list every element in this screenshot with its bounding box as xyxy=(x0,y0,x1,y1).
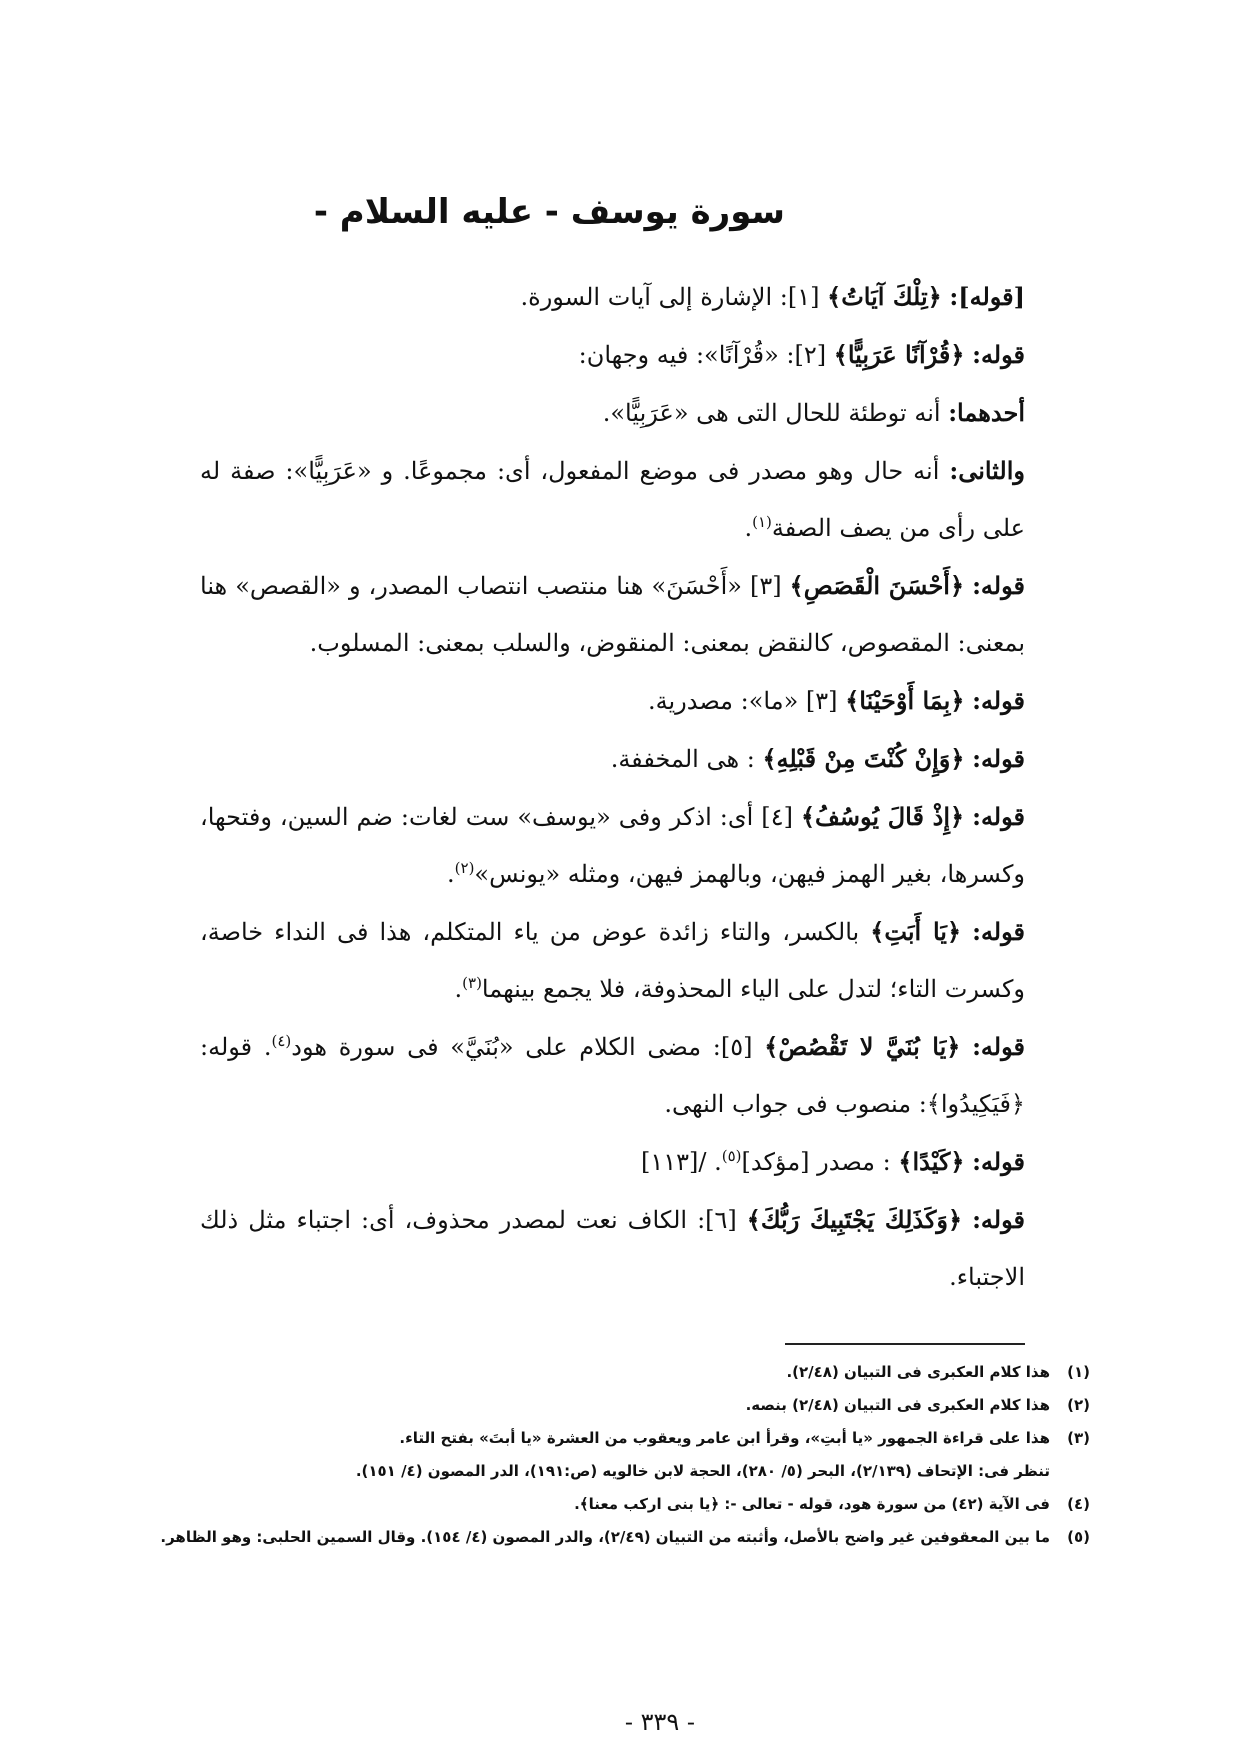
footnote-text: فى الآية (٤٢) من سورة هود، قوله - تعالى -: ﴿يا بنى اركب معنا﴾. xyxy=(574,1495,1050,1513)
paragraph-label: قوله: xyxy=(972,1147,1025,1176)
paragraph-text-end: . xyxy=(447,860,455,888)
paragraph xyxy=(200,1018,1025,1133)
footnote-divider xyxy=(785,1343,1025,1345)
paragraph xyxy=(200,788,1025,903)
quran-verse: ﴿أَحْسَنَ الْقَصَصِ﴾ xyxy=(789,571,965,600)
footnote-ref: (٥) xyxy=(721,1147,742,1165)
footnote-ref: (١) xyxy=(752,513,772,531)
footnote-text: هذا كلام العكبرى فى التبيان (٢/٤٨) بنصه. xyxy=(745,1396,1050,1414)
paragraph xyxy=(200,672,1025,730)
footnote-number: (٣) xyxy=(1067,1429,1090,1447)
paragraph-label: والثانى: xyxy=(949,456,1025,485)
paragraph xyxy=(200,384,1025,442)
paragraph xyxy=(200,557,1025,672)
paragraph xyxy=(200,1191,1025,1306)
footnote-number xyxy=(1050,1455,1090,1488)
paragraph-text: [٥]: مضى الكلام على «بُنَيَّ» فى سورة هود xyxy=(291,1033,753,1061)
page-number: - ٣٣٩ - xyxy=(624,1708,695,1736)
paragraph-label: قوله: xyxy=(972,1032,1025,1061)
footnote xyxy=(120,1422,1090,1455)
paragraph-text: [١]: الإشارة إلى آيات السورة. xyxy=(520,283,820,311)
quran-verse: ﴿وَإِنْ كُنْتَ مِنْ قَبْلِهِ﴾ xyxy=(762,744,965,773)
paragraph-label: قوله: xyxy=(972,571,1025,600)
footnote-number: (٢) xyxy=(1067,1396,1090,1414)
quran-verse: ﴿إِذْ قَالَ يُوسُفُ﴾ xyxy=(800,802,965,831)
paragraph-text: [٤] أى: اذكر وفى «يوسف» ست لغات: ضم السين، وفتحها، وكسرها، بغير الهمز فيهن، وبالهمز فيهن، ومثله «يونس» xyxy=(200,803,1025,888)
paragraph xyxy=(200,326,1025,384)
paragraph-text: [٣] «أَحْسَنَ» هنا منتصب انتصاب المصدر، و «القصص» هنا بمعنى: المقصوص، كالنقض بمعنى: المنقوض، والسلب بمعنى: المسلوب. xyxy=(200,572,1025,657)
paragraph-text: [٦]: الكاف نعت لمصدر محذوف، أى: اجتباء مثل ذلك الاجتباء. xyxy=(200,1206,1025,1291)
quran-verse: ﴿وَكَذَلِكَ يَجْتَبِيكَ رَبُّكَ﴾ xyxy=(746,1205,963,1234)
paragraph-label: [قوله]: xyxy=(949,282,1025,311)
quran-verse: ﴿يَا بُنَيَّ لا تَقْصُصْ﴾ xyxy=(764,1032,961,1061)
quran-verse: ﴿كَيْدًا﴾ xyxy=(898,1147,965,1176)
paragraph xyxy=(200,268,1025,326)
paragraph-label: أحدهما: xyxy=(948,398,1025,427)
paragraph-text: : مصدر [مؤكد] xyxy=(741,1148,891,1176)
surah-title: سورة يوسف - عليه السلام - xyxy=(313,192,785,232)
paragraph-label: قوله: xyxy=(972,744,1025,773)
footnote xyxy=(120,1356,1090,1389)
footnote-number: (٥) xyxy=(1067,1528,1090,1546)
paragraph-label: قوله: xyxy=(972,340,1025,369)
quran-verse: ﴿قُرْآنًا عَرَبِيًّا﴾ xyxy=(833,340,965,369)
footnote xyxy=(120,1521,1090,1554)
paragraph-label: قوله: xyxy=(972,686,1025,715)
paragraph-text-end: . /[١١٣] xyxy=(640,1148,722,1176)
paragraph xyxy=(200,730,1025,788)
quran-verse: ﴿تِلْكَ آيَاتُ﴾ xyxy=(827,282,942,311)
footnotes xyxy=(120,1356,1090,1554)
paragraph-text: [٢]: «قُرْآنًا»: فيه وجهان: xyxy=(578,341,827,369)
footnote-ref: (٢) xyxy=(454,859,475,877)
footnote-number: (١) xyxy=(1067,1363,1090,1381)
paragraph xyxy=(200,442,1025,557)
paragraph-text-end: . قوله: ﴿فَيَكِيدُوا﴾: منصوب فى جواب النهى. xyxy=(200,1033,1025,1118)
paragraph-text-end: . xyxy=(744,514,753,542)
paragraph-label: قوله: xyxy=(972,1205,1025,1234)
paragraph-text-end: . xyxy=(454,975,463,1003)
paragraph xyxy=(200,1133,1025,1191)
footnote-ref: (٤) xyxy=(271,1032,292,1050)
paragraph-text: [٣] «ما»: مصدرية. xyxy=(648,687,838,715)
paragraph-text: : هى المخففة. xyxy=(610,745,755,773)
paragraph-label: قوله: xyxy=(972,802,1025,831)
footnote xyxy=(120,1389,1090,1422)
paragraph-text: بالكسر، والتاء زائدة عوض من ياء المتكلم، هذا فى النداء خاصة، وكسرت التاء؛ لتدل على الياء المحذوفة، فلا يجمع بينهما xyxy=(200,918,1025,1003)
paragraph-text: أنه حال وهو مصدر فى موضع المفعول، أى: مجموعًا. و «عَرَبِيًّا»: صفة له على رأى من يصف الصفة xyxy=(200,457,1025,542)
footnote xyxy=(120,1488,1090,1521)
footnote-continuation xyxy=(120,1455,1090,1488)
quran-verse: ﴿يَا أَبَتِ﴾ xyxy=(870,917,962,946)
footnote-text: هذا كلام العكبرى فى التبيان (٢/٤٨). xyxy=(786,1363,1050,1381)
paragraph xyxy=(200,903,1025,1018)
footnote-text: ما بين المعقوفين غير واضح بالأصل، وأثبته من التبيان (٢/٤٩)، والدر المصون (٤/ ١٥٤). وقال السمين الحلبى: وهو الظاهر. xyxy=(160,1528,1050,1546)
paragraph-label: قوله: xyxy=(972,917,1025,946)
quran-verse: ﴿بِمَا أَوْحَيْنَا﴾ xyxy=(845,686,965,715)
footnote-text: هذا على قراءة الجمهور «يا أبتِ»، وقرأ ابن عامر ويعقوب من العشرة «يا أبتَ» بفتح التاء. xyxy=(399,1429,1050,1447)
footnote-text: تنظر فى: الإتحاف (٢/١٣٩)، البحر (٥/ ٢٨٠)، الحجة لابن خالويه (ص:١٩١)، الدر المصون (٤/ ١٥١). xyxy=(355,1462,1050,1480)
paragraph-text: أنه توطئة للحال التى هى «عَرَبِيًّا». xyxy=(602,399,941,427)
footnote-ref: (٣) xyxy=(462,974,482,992)
commentary-body xyxy=(200,268,1025,1306)
footnote-number: (٤) xyxy=(1067,1495,1090,1513)
